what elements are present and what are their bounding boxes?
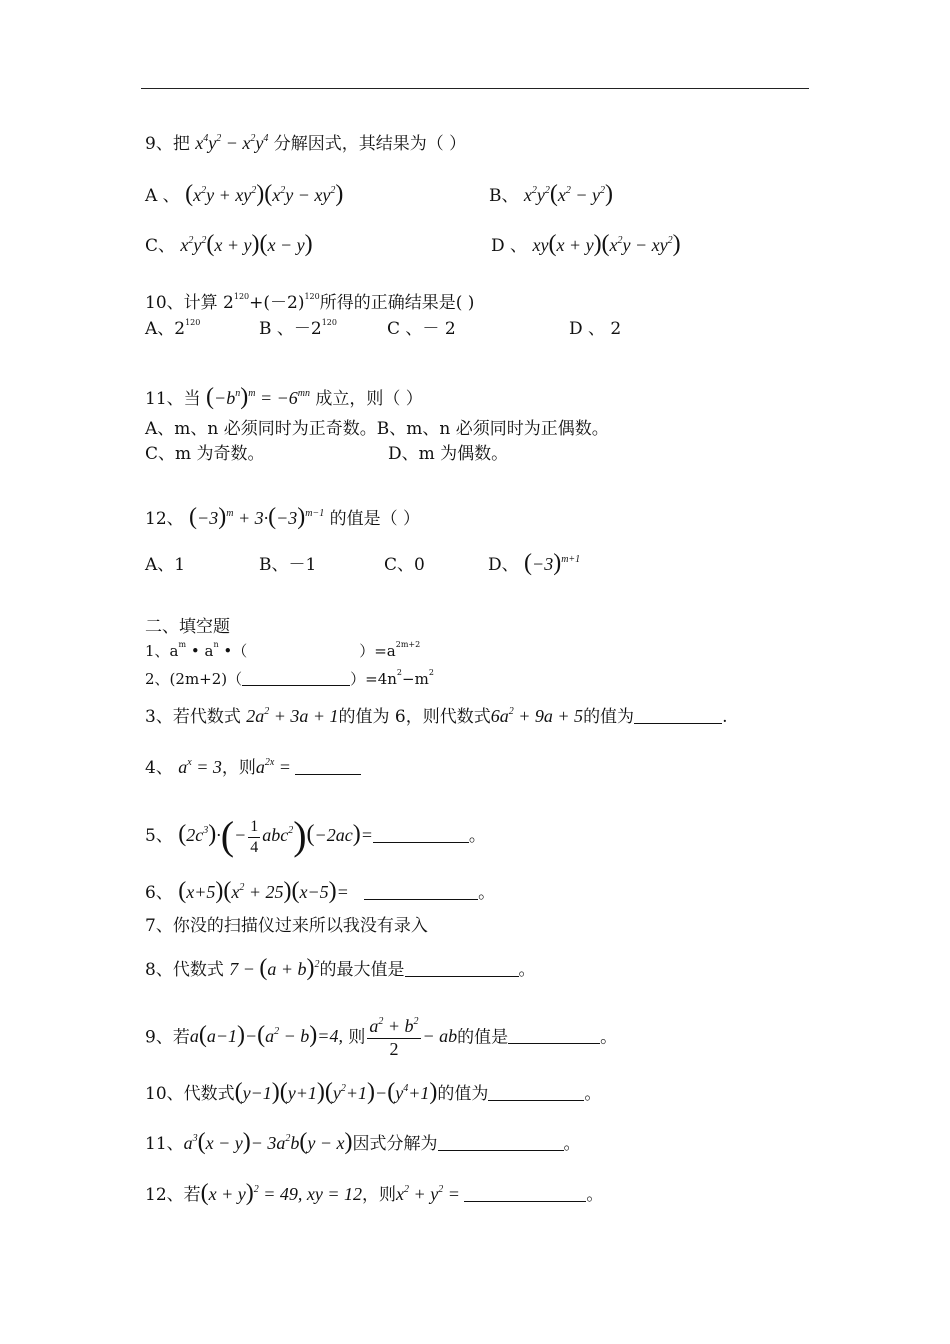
section-2-title: 二、填空题 — [145, 617, 230, 637]
question-11 — [145, 385, 423, 409]
fill-9-prefix: 9、若 — [145, 1027, 190, 1048]
fill-1-exp-result: 2m+2 — [395, 640, 421, 649]
q12-option-b: B、－1 — [259, 555, 317, 575]
q10-option-b-label: B 、－2 — [259, 319, 322, 339]
fill-1-mid: • a — [190, 642, 214, 660]
fill-10-blank[interactable] — [488, 1084, 584, 1101]
q9-expression: $x^4y^2 - x^2y^4$ — [195, 133, 269, 153]
fill-11-expression: $a^3(x - y)- 3a^2b(y - x)$ — [183, 1129, 353, 1155]
q10-text: 10、计算 2 — [145, 293, 234, 313]
q11-suffix: 成立，则（ ） — [315, 389, 423, 409]
q10-option-a — [145, 318, 201, 339]
q12-option-c: C、0 — [384, 555, 425, 575]
fill-2-blank[interactable] — [242, 669, 350, 686]
q11-option-c: C、m 为奇数。 — [145, 444, 265, 464]
q12-option-d-label: D、 — [488, 555, 519, 575]
fill-5-expression: $(2c^3)\cdot(-$ $\frac{1}{4}$ abc$^2$)(−2ac)= — [178, 813, 373, 859]
question-12 — [145, 505, 420, 529]
fill-10-mid: 的值为 — [437, 1084, 489, 1104]
q10-option-b — [259, 318, 337, 339]
q12-option-d-expression: $(-3)^{m+1}$ — [524, 550, 581, 576]
q9-option-b — [489, 182, 613, 206]
q9-option-a-label: A 、 — [145, 186, 180, 206]
fill-8-mid: 的最大值是 — [319, 960, 405, 980]
q10-exponent-2: 120 — [304, 292, 320, 301]
fill-1-exp-n: n — [213, 640, 219, 649]
fill-11-mid: 因式分解为 — [352, 1134, 438, 1154]
q11-prefix: 11、当 — [145, 389, 201, 409]
fill-12-condition: $(x + y)^2 = 49$, xy = 12 — [200, 1180, 363, 1206]
fill-4-mid: ，则 — [221, 758, 256, 778]
fill-11-prefix: 11、 — [145, 1134, 184, 1154]
fill-6-blank[interactable] — [364, 883, 478, 900]
fill-5 — [145, 813, 486, 859]
fill-6-end: 。 — [478, 883, 496, 903]
fill-2-tail: ）=4n — [350, 670, 397, 688]
q9-option-d-expression: $xy(x + y)(x^2y - xy^2)$ — [532, 231, 681, 257]
q10-option-a-exponent: 120 — [185, 318, 201, 327]
q9-option-d — [491, 232, 681, 256]
fill-4-condition: $a^x = 3$ — [178, 757, 222, 777]
q9-option-c — [145, 232, 313, 256]
fill-8-expression: $7 - (a + b)^2$ — [229, 955, 320, 981]
fill-8-end: 。 — [518, 960, 536, 980]
q12-suffix: 的值是（ ） — [329, 509, 421, 529]
fill-10 — [145, 1080, 601, 1104]
fill-2 — [145, 669, 434, 687]
fill-11-end: 。 — [563, 1134, 581, 1154]
q9-option-d-label: D 、 — [491, 236, 528, 256]
q10-exponent-1: 120 — [233, 292, 250, 301]
q11-options-line-1: A、m、n 必须同时为正奇数。B、m、n 必须同时为正偶数。 — [145, 419, 609, 439]
fill-4-prefix: 4、 — [145, 758, 173, 778]
fill-1-prefix: 1、a — [145, 642, 179, 660]
fill-4-blank[interactable] — [295, 758, 361, 775]
q11-expression: $(-b^n)^m = -6^{mn}$ — [206, 384, 310, 410]
fill-3-end: . — [722, 707, 728, 727]
fill-3-prefix: 3、若代数式 — [145, 707, 241, 727]
fill-1 — [145, 640, 421, 660]
fill-4-expression: $a^{2x}$ = — [255, 757, 296, 777]
q9-option-b-label: B、 — [489, 186, 519, 206]
fill-6-expression: $(x+5)(x^2 + 25)(x-5)=$ — [178, 878, 354, 904]
q11-option-d: D、m 为偶数。 — [388, 444, 509, 464]
fill-2-tail2: −m — [402, 670, 429, 688]
fill-12-mid: ，则 — [362, 1185, 397, 1205]
q10-option-c-label: C 、－ 2 — [387, 319, 456, 339]
fill-3-expression-2: $6a^2 + 9a + 5$ — [490, 706, 584, 726]
fill-3-tail: 的值为 — [583, 707, 635, 727]
fill-9-expression: $\frac{a^2 + b^2}{2}$ − ab — [369, 1016, 458, 1059]
q9-option-a — [145, 182, 343, 206]
fill-12 — [145, 1181, 603, 1205]
q12-option-a: A、1 — [145, 555, 186, 575]
fill-4 — [145, 758, 361, 777]
fill-2-prefix: 2、(2m+2)（ — [145, 670, 243, 688]
fill-9 — [145, 1017, 617, 1060]
fill-10-expression: $(y-1)(y+1)(y^2+1)-(y^4+1)$ — [234, 1079, 438, 1105]
fill-2-exp-1: 2 — [396, 668, 403, 677]
fill-5-prefix: 5、 — [145, 826, 173, 847]
fill-9-blank[interactable] — [508, 1027, 600, 1044]
fill-1-exp-m: m — [178, 640, 187, 649]
fill-3-expression-1: $2a^2 + 3a + 1$ — [246, 706, 339, 726]
q12-option-d — [488, 551, 580, 575]
fill-6 — [145, 879, 495, 903]
q12-prefix: 12、 — [145, 509, 184, 529]
fill-12-end: 。 — [586, 1185, 604, 1205]
fill-9-end: 。 — [600, 1027, 618, 1048]
fill-8-blank[interactable] — [405, 960, 519, 977]
question-9 — [145, 134, 466, 153]
fill-10-prefix: 10、代数式 — [145, 1084, 235, 1104]
q10-option-d — [569, 321, 621, 338]
q10-option-c — [387, 321, 456, 338]
fill-11-blank[interactable] — [438, 1134, 564, 1151]
fill-12-blank[interactable] — [464, 1185, 586, 1202]
q9-suffix: 分解因式，其结果为（ ） — [273, 134, 467, 154]
q10-middle: +(－2) — [249, 293, 305, 313]
q10-option-a-label: A、2 — [145, 319, 186, 339]
fill-12-prefix: 12、若 — [145, 1185, 201, 1205]
fill-9-mid: 则 — [348, 1027, 366, 1048]
fill-11 — [145, 1130, 581, 1154]
fill-10-end: 。 — [584, 1084, 602, 1104]
q9-option-b-expression: $x^2y^2(x^2 - y^2)$ — [523, 181, 614, 207]
fill-2-exp-2: 2 — [428, 668, 434, 677]
fill-7: 7、你没的扫描仪过来所以我没有录入 — [145, 916, 428, 936]
fill-6-prefix: 6、 — [145, 883, 173, 903]
question-10 — [145, 292, 475, 313]
q9-prefix: 9、把 — [145, 134, 190, 154]
q9-option-a-expression: $(x^2y + xy^2)(x^2y - xy^2)$ — [185, 181, 344, 207]
fill-5-blank[interactable] — [373, 826, 469, 843]
fill-5-end: 。 — [468, 826, 486, 847]
q10-tail: 所得的正确结果是( ) — [319, 293, 475, 313]
q9-option-c-label: C、 — [145, 236, 176, 256]
fill-1-tail: ）=a — [359, 642, 396, 660]
q10-option-b-exponent: 120 — [321, 318, 337, 327]
fill-3 — [145, 707, 727, 726]
q10-option-d-label: D 、 2 — [569, 319, 622, 339]
fill-8 — [145, 956, 536, 980]
q9-option-c-expression: $x^2y^2(x + y)(x - y)$ — [180, 231, 313, 257]
header-rule — [141, 88, 809, 89]
fill-9-mid2: 的值是 — [457, 1027, 509, 1048]
fill-1-mid2: •（ — [223, 642, 248, 660]
fill-8-prefix: 8、代数式 — [145, 960, 224, 980]
fill-9-condition: $a(a-1)-(a^2 - b)=4$, — [189, 1022, 343, 1049]
q12-expression: $(-3)^m + 3\cdot(-3)^{m-1}$ — [189, 504, 325, 530]
fill-12-expression: $x^2 + y^2$ = — [396, 1184, 465, 1204]
fill-3-mid: 的值为 6，则代数式 — [338, 707, 491, 727]
fill-3-blank[interactable] — [634, 707, 722, 724]
